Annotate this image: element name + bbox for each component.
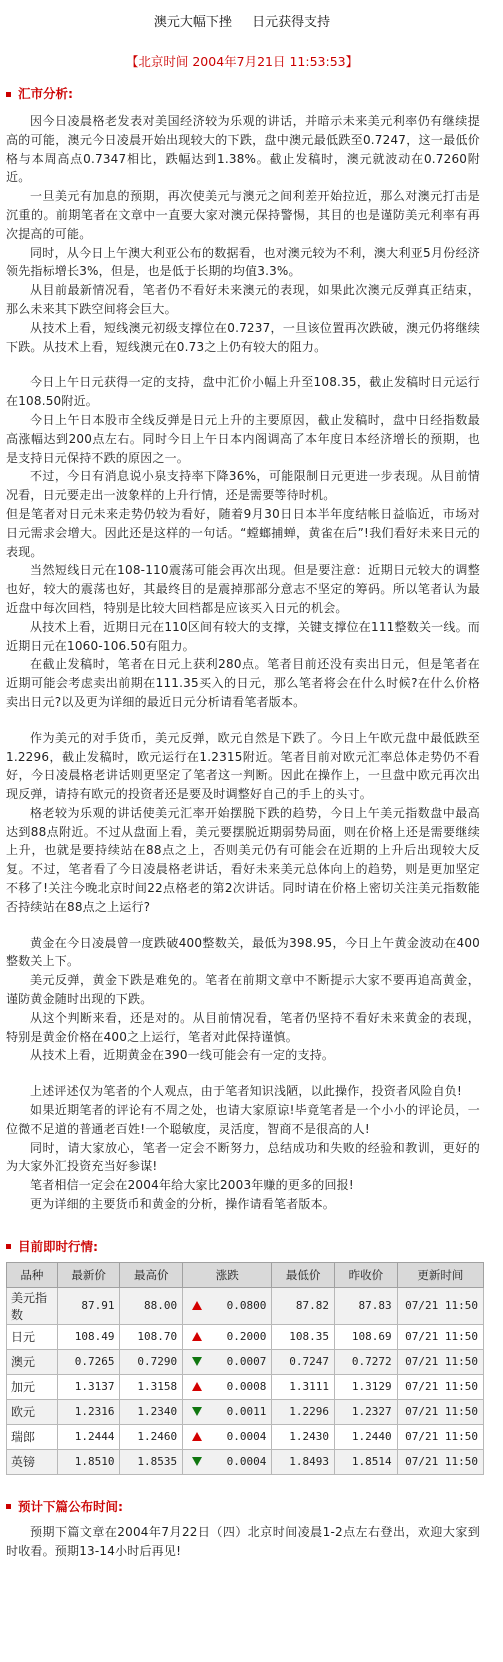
quote-cell-last: 1.3137 [57,1374,120,1399]
paragraph-gap [6,356,480,373]
paragraph-gap [6,712,480,729]
quote-cell-high: 1.2460 [120,1424,183,1449]
change-value: 0.2000 [226,1330,267,1344]
analysis-paragraph: 黄金在今日凌晨曾一度跌破400整数关，最低为398.95，今日上午黄金波动在400整数关上下。 [6,935,480,969]
analysis-paragraph: 今日上午日本股市全线反弹是日元上升的主要原因，截止发稿时，盘中日经指数最高涨幅达到200点左右。同时今日上午日本内阁调高了本年度日本经济增长的预期，也是支持日元保持不跌的原因之一。 [6,412,480,465]
quote-cell-name: 澳元 [7,1349,58,1374]
change-value: 0.0008 [226,1380,267,1394]
analysis-paragraph: 但是笔者对日元未来走势仍较为看好，随着9月30日日本半年度结帐日益临近，市场对日元需求会增大。因此还是这样的一句话。“螳螂捕蝉，黄雀在后”!我们看好未来日元的表现。 [6,506,480,559]
quote-row [7,1287,484,1324]
quote-row [7,1374,484,1399]
quote-cell-low: 1.2296 [272,1399,335,1424]
analysis-paragraph: 作为美元的对手货币，美元反弹，欧元自然是下跌了。今日上午欧元盘中最低跌至1.2296，截止发稿时，欧元运行在1.2315附近。笔者目前对欧元汇率总体走势仍不看好，今日凌晨格老讲话则更坚定了笔者这一判断。因此在操作上，一旦盘中欧元再次出现反弹，请持有欧元的投资者还是要及时调整好自己的手上的头寸。 [6,730,480,802]
analysis-paragraph: 上述评述仅为笔者的个人观点，由于笔者知识浅陋，以此操作，投资者风险自负! [30,1084,463,1099]
down-arrow-icon [192,1457,202,1466]
quote-cell-last: 108.49 [57,1324,120,1349]
quote-row [7,1399,484,1424]
quote-cell-high: 108.70 [120,1324,183,1349]
analysis-paragraph: 在截止发稿时，笔者在日元上获利280点。笔者目前还没有卖出日元，但是笔者在近期可能会考虑卖出前期在111.35买入的日元，那么笔者将会在什么时候?在什么价格卖出日元?以及更为详细的最近日元分析请看笔者版本。 [6,657,480,709]
analysis-paragraph: 从技术上看，短线澳元初级支撑位在0.7237，一旦该位置再次跌破，澳元仍将继续下跌。从技术上看，短线澳元在0.73之上仍有较大的阻力。 [6,320,480,354]
change-value: 0.0800 [226,1299,267,1313]
analysis-heading [6,84,482,104]
quote-cell-change [183,1374,272,1399]
column-header: 更新时间 [397,1262,483,1287]
title-left: 澳元大幅下挫 [153,15,232,30]
change-value: 0.0004 [226,1430,267,1444]
quote-cell-high: 0.7290 [120,1349,183,1374]
square-bullet-icon [6,1244,11,1249]
quote-cell-time: 07/21 11:50 [397,1374,483,1399]
quote-cell-prev: 1.2327 [335,1399,398,1424]
quote-cell-change [183,1324,272,1349]
analysis-heading-label: 汇市分析: [18,86,73,101]
analysis-body [2,112,482,1214]
quote-cell-prev: 1.3129 [335,1374,398,1399]
quote-cell-name: 欧元 [7,1399,58,1424]
quote-cell-prev: 1.8514 [335,1449,398,1474]
analysis-paragraph: 不过，今日有消息说小泉支持率下降36%，可能限制日元更进一步表现。从目前情况看，日元要走出一波象样的上升行情，还是需要等待时机。 [6,469,480,503]
column-header: 最低价 [272,1262,335,1287]
quote-cell-change [183,1449,272,1474]
quote-cell-low: 1.3111 [272,1374,335,1399]
up-arrow-icon [192,1432,202,1441]
quote-cell-last: 1.2316 [57,1399,120,1424]
column-header: 最新价 [57,1262,120,1287]
quote-cell-name: 英镑 [7,1449,58,1474]
quote-cell-last: 0.7265 [57,1349,120,1374]
quote-row [7,1349,484,1374]
analysis-paragraph: 因今日凌晨格老发表对美国经济较为乐观的讲话，并暗示未来美元利率仍有继续提高的可能，澳元今日凌晨开始出现较大的下跌，盘中澳元最低跌至0.7247，这一最低价格与本周高点0.7347相比，跌幅达到1.38%。截止发稿时，澳元就波动在0.7260附近。 [6,114,480,185]
quote-cell-change [183,1287,272,1324]
quote-cell-high: 88.00 [120,1287,183,1324]
quote-cell-high: 1.2340 [120,1399,183,1424]
paragraph-gap [6,1065,480,1082]
quote-cell-change [183,1399,272,1424]
quote-cell-prev: 1.2440 [335,1424,398,1449]
quotes-table [6,1262,484,1475]
analysis-paragraph: 更为详细的主要货币和黄金的分析，操作请看笔者版本。 [30,1197,336,1212]
square-bullet-icon [6,1504,11,1509]
analysis-paragraph: 格老较为乐观的讲话使美元汇率开始摆脱下跌的趋势，今日上午美元指数盘中最高达到88点附近。不过从盘面上看，美元要摆脱近期弱势局面，则在价格上还是需要继续上升，也就是要持续站在88点之上，否则美元仍有可能会在近期的上升后出现较大反复。不过，笔者看了今日凌晨格老讲话，看好未来美元总体向上的趋势，则是更加坚定不移了!关注今晚北京时间22点格老的第2次讲话。同时请在价格上密切关注美元指数能否持续站在88点之上运行? [6,805,480,914]
quote-cell-prev: 0.7272 [335,1349,398,1374]
quotes-heading [6,1237,482,1257]
analysis-paragraph: 一旦美元有加息的预期，再次使美元与澳元之间利差开始拉近，那么对澳元打击是沉重的。前期笔者在文章中一直要大家对澳元保持警惕，其目的也是谨防美元利率有再次提高的可能。 [6,189,480,241]
quote-cell-last: 1.8510 [57,1449,120,1474]
quote-cell-low: 0.7247 [272,1349,335,1374]
quote-cell-high: 1.8535 [120,1449,183,1474]
change-value: 0.0004 [226,1455,267,1469]
analysis-paragraph: 同时，请大家放心，笔者一定会不断努力，总结成功和失败的经验和教训，更好的为大家外汇投资充当好参谋! [6,1140,480,1174]
column-header: 昨收价 [335,1262,398,1287]
analysis-paragraph: 当然短线日元在108-110震荡可能会再次出现。但是要注意：近期日元较大的调整也好，较大的震荡也好，其最终目的是震掉那部分意志不坚定的筹码。所以笔者认为最近盘中每次回档，特别是比较大回档都是应该买入日元的机会。 [6,563,480,615]
quote-cell-time: 07/21 11:50 [397,1287,483,1324]
article-title [2,12,482,34]
next-heading-label: 预计下篇公布时间: [18,1498,123,1514]
change-value: 0.0007 [226,1355,267,1369]
paragraph-gap [6,917,480,934]
quote-cell-name: 日元 [7,1324,58,1349]
analysis-paragraph: 笔者相信一定会在2004年给大家比2003年赚的更多的回报! [30,1178,354,1193]
quote-cell-time: 07/21 11:50 [397,1424,483,1449]
quote-cell-name: 加元 [7,1374,58,1399]
quote-cell-low: 1.2430 [272,1424,335,1449]
analysis-paragraph: 同时，从今日上午澳大利亚公布的数据看，也对澳元较为不利，澳大利亚5月份经济领先指标增长3%，但是，也是低于长期的均值3.3%。 [6,245,480,279]
analysis-paragraph: 今日上午日元获得一定的支持，盘中汇价小幅上升至108.35，截止发稿时日元运行在108.50附近。 [6,375,480,409]
quote-cell-change [183,1349,272,1374]
quote-cell-last: 87.91 [57,1287,120,1324]
quote-cell-name: 美元指数 [7,1287,58,1324]
quote-row [7,1324,484,1349]
quote-cell-low: 108.35 [272,1324,335,1349]
article-page [2,12,482,1560]
up-arrow-icon [192,1382,202,1391]
analysis-paragraph: 美元反弹，黄金下跌是难免的。笔者在前期文章中不断提示大家不要再追高黄金，谨防黄金随时出现的下跌。 [6,973,480,1007]
column-header: 最高价 [120,1262,183,1287]
quote-cell-time: 07/21 11:50 [397,1349,483,1374]
column-header: 品种 [7,1262,58,1287]
quote-cell-time: 07/21 11:50 [397,1449,483,1474]
publish-timestamp: 【北京时间 2004年7月21日 11:53:53】 [125,54,359,69]
quote-cell-last: 1.2444 [57,1424,120,1449]
change-value: 0.0011 [226,1405,267,1419]
analysis-paragraph: 从这个判断来看，还是对的。从目前情况看，笔者仍坚持不看好未来黄金的表现，特别是黄金价格在400之上运行，笔者对此保持谨慎。 [6,1010,480,1044]
quote-cell-low: 1.8493 [272,1449,335,1474]
quote-cell-time: 07/21 11:50 [397,1399,483,1424]
up-arrow-icon [192,1332,202,1341]
quote-cell-time: 07/21 11:50 [397,1324,483,1349]
quotes-heading-label: 目前即时行情: [18,1238,98,1254]
quote-cell-high: 1.3158 [120,1374,183,1399]
quotes-header-row [7,1262,484,1287]
down-arrow-icon [192,1407,202,1416]
title-right: 日元获得支持 [252,15,331,30]
quote-cell-prev: 87.83 [335,1287,398,1324]
up-arrow-icon [192,1301,202,1310]
quote-row [7,1449,484,1474]
quote-cell-prev: 108.69 [335,1324,398,1349]
down-arrow-icon [192,1357,202,1366]
analysis-paragraph: 从目前最新情况看，笔者仍不看好未来澳元的表现，如果此次澳元反弹真正结束，那么未来其下跌空间将会巨大。 [6,283,480,316]
quote-cell-name: 瑞郎 [7,1424,58,1449]
next-paragraph: 预期下篇文章在2004年7月22日（四）北京时间凌晨1-2点左右登出，欢迎大家到时收看。预期13-14小时后再见! [6,1524,480,1558]
analysis-paragraph: 从技术上看，近期黄金在390一线可能会有一定的支持。 [30,1048,335,1063]
column-header: 涨跌 [183,1262,272,1287]
quote-cell-change [183,1424,272,1449]
analysis-paragraph: 如果近期笔者的评论有不周之处，也请大家原谅!毕竟笔者是一个小小的评论员，一位微不足道的普通老百姓!一个聪敏度，灵活度，智商不是很高的人! [6,1103,480,1136]
next-heading [6,1497,482,1517]
quote-cell-low: 87.82 [272,1287,335,1324]
analysis-paragraph: 从技术上看，近期日元在110区间有较大的支撑，关键支撑位在111整数关一线。而近期日元在1060-106.50有阻力。 [6,619,480,653]
square-bullet-icon [6,92,11,97]
next-body [2,1523,482,1561]
quote-row [7,1424,484,1449]
